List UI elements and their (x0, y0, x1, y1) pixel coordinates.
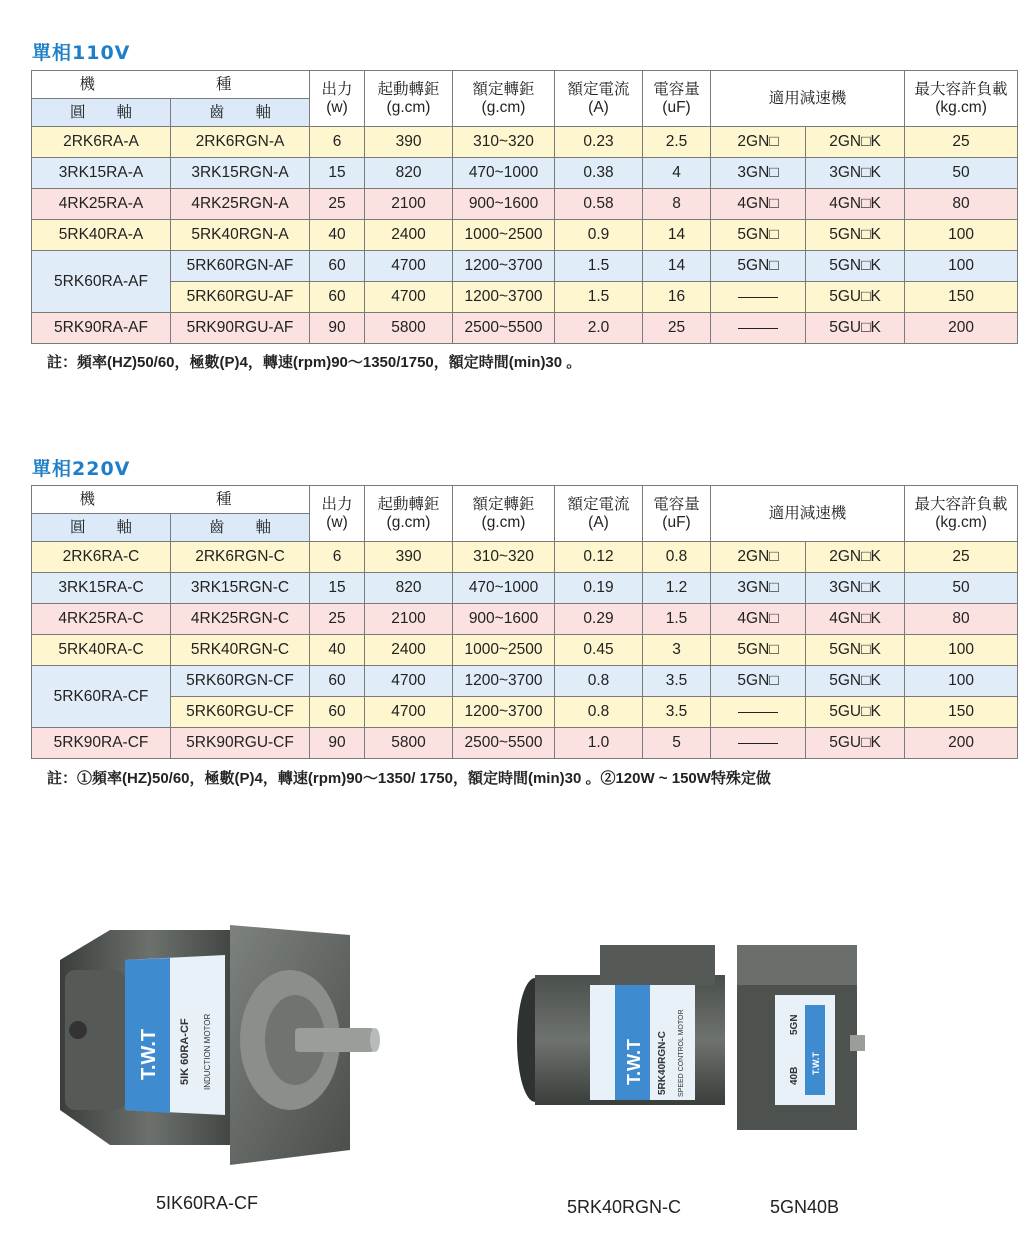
table-cell: 2500~5500 (453, 313, 555, 344)
caption-gearbox: 5GN40B (770, 1197, 840, 1217)
header-reducer: 適用減速機 (711, 71, 905, 127)
table-cell: 2GN□K (806, 127, 905, 158)
table-cell: 3GN□ (711, 573, 806, 604)
table-cell: 2500~5500 (453, 728, 555, 759)
table-row (32, 220, 1018, 251)
table-cell: 820 (365, 573, 453, 604)
header-start-torque: 起動轉鉅 (g.cm) (365, 486, 453, 542)
table-row (32, 282, 1018, 313)
table-cell: 1000~2500 (453, 220, 555, 251)
table-row (32, 251, 1018, 282)
table-cell: 0.8 (643, 542, 711, 573)
table-cell: 5800 (365, 313, 453, 344)
table-cell: 25 (905, 127, 1018, 158)
dash-cell (711, 697, 806, 728)
table-cell: 5RK40RGN-C (171, 635, 310, 666)
caption-motor1: 5IK60RA-CF (156, 1193, 259, 1213)
header-rated-torque: 額定轉鉅 (g.cm) (453, 486, 555, 542)
table-cell: 5RK40RGN-A (171, 220, 310, 251)
dash-cell (711, 728, 806, 759)
table-cell: 4GN□ (711, 189, 806, 220)
table-cell: 5RK40RA-A (32, 220, 171, 251)
table-cell: 3GN□ (711, 158, 806, 189)
table-cell: 4GN□ (711, 604, 806, 635)
table-cell: 5800 (365, 728, 453, 759)
table-cell: 60 (310, 251, 365, 282)
table-cell: 4RK25RA-C (32, 604, 171, 635)
motor1-label (125, 955, 225, 1115)
table-cell: 0.9 (555, 220, 643, 251)
table-cell: 5RK90RGU-AF (171, 313, 310, 344)
table-cell: 0.23 (555, 127, 643, 158)
table-row (32, 573, 1018, 604)
table-cell: 3RK15RGN-A (171, 158, 310, 189)
table-cell: 4700 (365, 251, 453, 282)
table-cell: 80 (905, 604, 1018, 635)
table-cell: 14 (643, 251, 711, 282)
spec-table-220v (31, 485, 1018, 759)
table-row (32, 604, 1018, 635)
table-cell: 25 (643, 313, 711, 344)
table-cell: 2RK6RA-C (32, 542, 171, 573)
table-cell: 3GN□K (806, 158, 905, 189)
table-cell: 5RK90RA-AF (32, 313, 171, 344)
motor1-label-model: 5IK 60RA-CF (179, 1018, 191, 1085)
header-round-shaft: 圓 軸 (32, 514, 171, 542)
table-cell: 4700 (365, 666, 453, 697)
table-cell: 50 (905, 573, 1018, 604)
table-cell: 5RK90RA-CF (32, 728, 171, 759)
table-cell: 310~320 (453, 127, 555, 158)
table-cell: 4RK25RA-A (32, 189, 171, 220)
table-cell: 60 (310, 697, 365, 728)
dash-cell (711, 282, 806, 313)
table-cell: 390 (365, 127, 453, 158)
table-cell: 90 (310, 728, 365, 759)
table-cell: 6 (310, 127, 365, 158)
caption-motor2: 5RK40RGN-C (567, 1197, 682, 1217)
motor2-label-brand: T.W.T (624, 1039, 644, 1085)
table-cell: 40 (310, 220, 365, 251)
table-cell: 0.12 (555, 542, 643, 573)
header-rated-torque: 額定轉鉅 (g.cm) (453, 71, 555, 127)
table-cell: 1.5 (643, 604, 711, 635)
table-cell: 5RK60RGU-AF (171, 282, 310, 313)
table-cell: 5RK60RA-CF (32, 666, 171, 728)
motor1-label-type: INDUCTION MOTOR (203, 1013, 212, 1090)
table-cell: 25 (310, 189, 365, 220)
header-max-load: 最大容許負載 (kg.cm) (905, 486, 1018, 542)
motor2-label-type: SPEED CONTROL MOTOR (678, 1009, 685, 1097)
motor-gearbox-image (505, 935, 865, 1145)
table-cell: 2GN□ (711, 542, 806, 573)
header-output: 出力 (w) (310, 486, 365, 542)
table-cell: 5GN□ (711, 635, 806, 666)
header-max-load: 最大容許負載 (kg.cm) (905, 71, 1018, 127)
header-reducer: 適用減速機 (711, 486, 905, 542)
table-row (32, 542, 1018, 573)
table-cell: 60 (310, 282, 365, 313)
table-cell: 15 (310, 158, 365, 189)
table-cell: 6 (310, 542, 365, 573)
table-cell: 4 (643, 158, 711, 189)
table-cell: 4GN□K (806, 604, 905, 635)
table-cell: 1200~3700 (453, 666, 555, 697)
table-row (32, 635, 1018, 666)
table-cell: 0.38 (555, 158, 643, 189)
motor1-label-brand: T.W.T (138, 1028, 160, 1080)
gearbox-label-brand: T.W.T (811, 1052, 821, 1075)
table-cell: 100 (905, 251, 1018, 282)
header-kind: 機 種 (32, 486, 310, 514)
table-cell: 60 (310, 666, 365, 697)
table-cell: 5RK90RGU-CF (171, 728, 310, 759)
table-cell: 8 (643, 189, 711, 220)
table-cell: 25 (310, 604, 365, 635)
table-row (32, 189, 1018, 220)
table-cell: 2GN□K (806, 542, 905, 573)
table-cell: 5RK40RA-C (32, 635, 171, 666)
table-cell: 1200~3700 (453, 282, 555, 313)
table-cell: 5GU□K (806, 313, 905, 344)
motor-5ik60ra-cf-image (40, 900, 390, 1170)
table-cell: 390 (365, 542, 453, 573)
motor2-label (590, 985, 695, 1100)
table-cell: 0.8 (555, 697, 643, 728)
spec-table-110v (31, 70, 1018, 344)
table-cell: 5GN□K (806, 666, 905, 697)
table-cell: 80 (905, 189, 1018, 220)
motor2-label-model: 5RK40RGN-C (657, 1031, 668, 1095)
table-cell: 100 (905, 635, 1018, 666)
table-cell: 5GN□ (711, 666, 806, 697)
header-kind: 機 種 (32, 71, 310, 99)
table-cell: 16 (643, 282, 711, 313)
table-row (32, 313, 1018, 344)
table-cell: 3RK15RGN-C (171, 573, 310, 604)
header-capacitor: 電容量 (uF) (643, 486, 711, 542)
table-cell: 0.58 (555, 189, 643, 220)
table-cell: 5RK60RGU-CF (171, 697, 310, 728)
table-cell: 0.19 (555, 573, 643, 604)
table-cell: 2GN□ (711, 127, 806, 158)
table-cell: 5 (643, 728, 711, 759)
section-title-110v: 單相110V (32, 42, 131, 64)
gearbox-label-model: 5GN (789, 1014, 800, 1035)
table-cell: 5RK60RA-AF (32, 251, 171, 313)
table-cell: 100 (905, 220, 1018, 251)
table-row (32, 666, 1018, 697)
table-cell: 5GN□K (806, 220, 905, 251)
table-cell: 1000~2500 (453, 635, 555, 666)
table-cell: 5GU□K (806, 728, 905, 759)
table-cell: 4RK25RGN-A (171, 189, 310, 220)
table-cell: 200 (905, 313, 1018, 344)
table-cell: 1.5 (555, 251, 643, 282)
table-cell: 3RK15RA-A (32, 158, 171, 189)
table-cell: 1200~3700 (453, 251, 555, 282)
header-gear-shaft: 齒 軸 (171, 99, 310, 127)
table-cell: 5RK60RGN-AF (171, 251, 310, 282)
table-cell: 2RK6RGN-C (171, 542, 310, 573)
table-cell: 4RK25RGN-C (171, 604, 310, 635)
note-220v: 註：①頻率(HZ)50/60，極數(P)4，轉速(rpm)90～1350/ 1750，額定時間(min)30 。②120W ~ 150W特殊定做 (47, 770, 771, 787)
table-cell: 4700 (365, 697, 453, 728)
table-cell: 0.29 (555, 604, 643, 635)
table-cell: 2400 (365, 635, 453, 666)
table-cell: 470~1000 (453, 158, 555, 189)
header-start-torque: 起動轉鉅 (g.cm) (365, 71, 453, 127)
table-cell: 150 (905, 282, 1018, 313)
table-cell: 15 (310, 573, 365, 604)
table-cell: 2400 (365, 220, 453, 251)
table-cell: 4700 (365, 282, 453, 313)
table-cell: 2.5 (643, 127, 711, 158)
table-cell: 2100 (365, 604, 453, 635)
header-round-shaft: 圓 軸 (32, 99, 171, 127)
table-cell: 310~320 (453, 542, 555, 573)
table-cell: 3.5 (643, 697, 711, 728)
table-cell: 5GU□K (806, 697, 905, 728)
table-cell: 900~1600 (453, 604, 555, 635)
table-cell: 0.45 (555, 635, 643, 666)
table-cell: 3 (643, 635, 711, 666)
table-cell: 820 (365, 158, 453, 189)
table-cell: 4GN□K (806, 189, 905, 220)
table-cell: 470~1000 (453, 573, 555, 604)
gearbox-label-ratio: 40B (789, 1066, 800, 1085)
table-cell: 1.2 (643, 573, 711, 604)
table-cell: 2100 (365, 189, 453, 220)
table-cell: 3RK15RA-C (32, 573, 171, 604)
table-cell: 50 (905, 158, 1018, 189)
table-cell: 3GN□K (806, 573, 905, 604)
header-rated-current: 額定電流 (A) (555, 486, 643, 542)
table-cell: 5RK60RGN-CF (171, 666, 310, 697)
table-cell: 100 (905, 666, 1018, 697)
header-capacitor: 電容量 (uF) (643, 71, 711, 127)
table-cell: 1.5 (555, 282, 643, 313)
table-cell: 1.0 (555, 728, 643, 759)
table-cell: 1200~3700 (453, 697, 555, 728)
table-row (32, 728, 1018, 759)
table-cell: 5GN□K (806, 635, 905, 666)
table-cell: 5GU□K (806, 282, 905, 313)
table-cell: 25 (905, 542, 1018, 573)
table-cell: 0.8 (555, 666, 643, 697)
header-rated-current: 額定電流 (A) (555, 71, 643, 127)
table-row (32, 158, 1018, 189)
table-cell: 150 (905, 697, 1018, 728)
table-cell: 40 (310, 635, 365, 666)
table-cell: 2RK6RGN-A (171, 127, 310, 158)
dash-cell (711, 313, 806, 344)
table-cell: 200 (905, 728, 1018, 759)
note-110v: 註：頻率(HZ)50/60，極數(P)4，轉速(rpm)90～1350/1750，額定時間(min)30 。 (47, 354, 582, 371)
table-cell: 3.5 (643, 666, 711, 697)
table-cell: 14 (643, 220, 711, 251)
table-cell: 2RK6RA-A (32, 127, 171, 158)
section-title-220v: 單相220V (32, 458, 131, 480)
table-cell: 2.0 (555, 313, 643, 344)
gearbox-label (775, 995, 835, 1105)
table-row (32, 127, 1018, 158)
header-output: 出力 (w) (310, 71, 365, 127)
table-cell: 90 (310, 313, 365, 344)
header-gear-shaft: 齒 軸 (171, 514, 310, 542)
table-cell: 5GN□K (806, 251, 905, 282)
table-cell: 5GN□ (711, 251, 806, 282)
table-cell: 5GN□ (711, 220, 806, 251)
table-row (32, 697, 1018, 728)
table-cell: 900~1600 (453, 189, 555, 220)
